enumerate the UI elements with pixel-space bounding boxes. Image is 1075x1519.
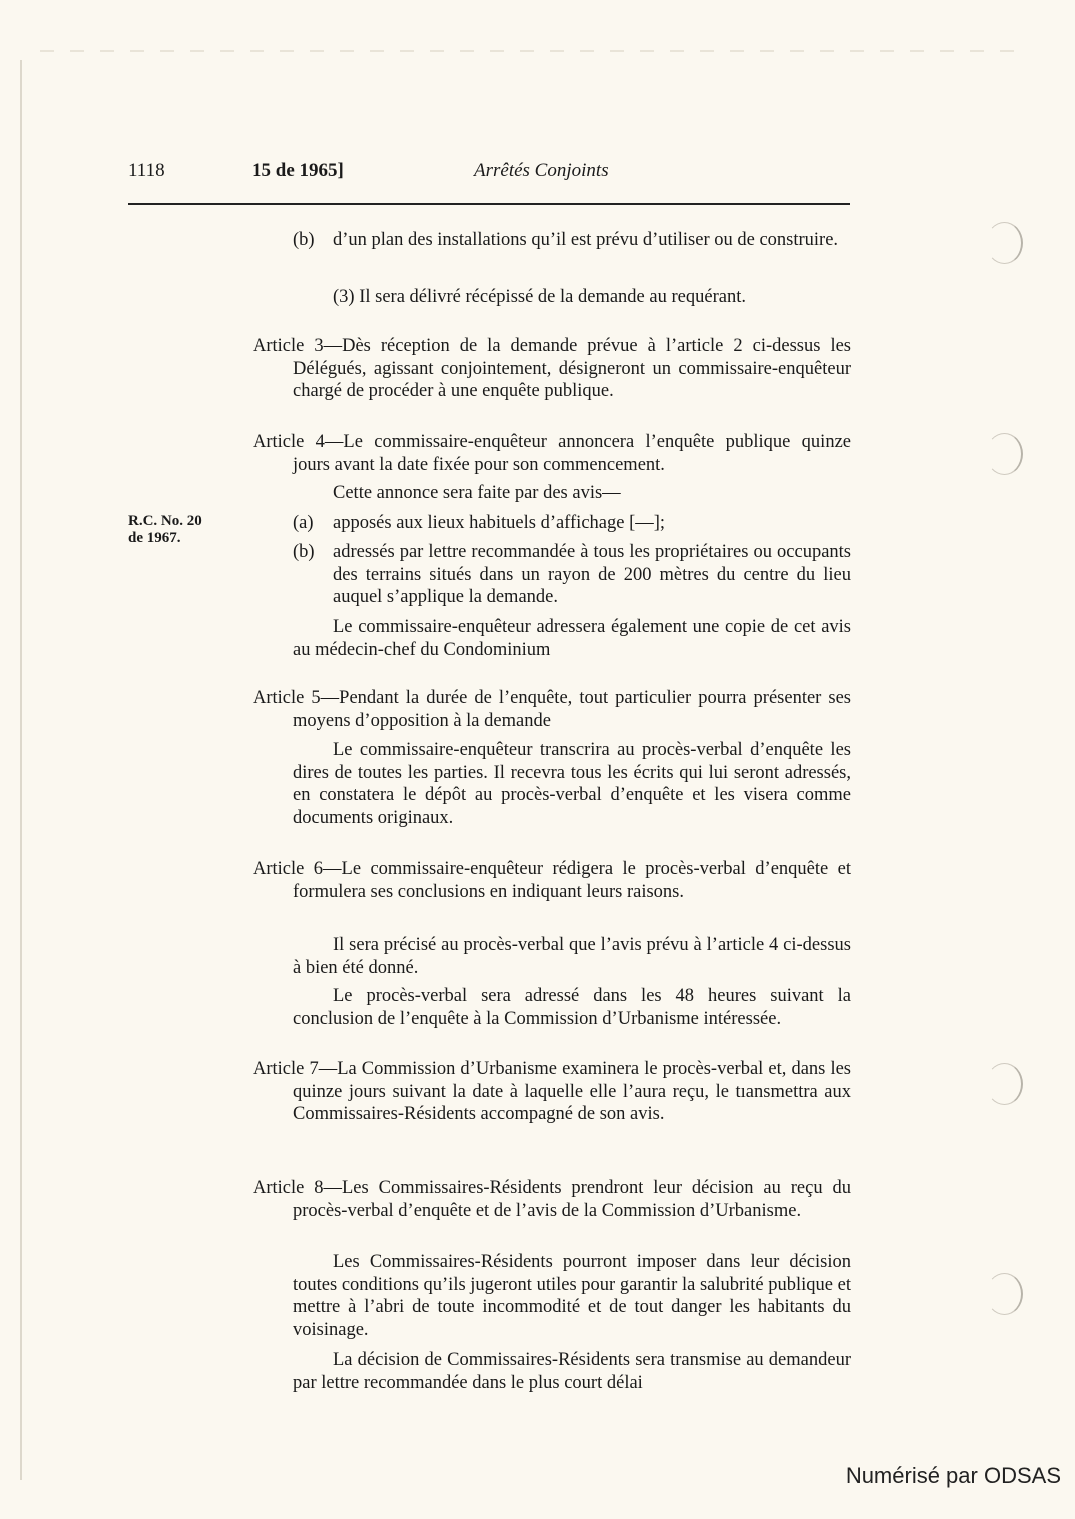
list-item-label: (a) (293, 513, 314, 533)
issue-reference: 15 de 1965] (252, 160, 344, 181)
scan-noise (40, 50, 1030, 52)
article-6-paragraph-2: Il sera précisé au procès-verbal que l’avis prévu à l’article 4 ci-dessus à bien été donné. (293, 935, 851, 978)
list-item-label: (b) (293, 230, 315, 250)
margin-note-line-1: R.C. No. 20 (128, 513, 202, 529)
article-4-intro: Cette annonce sera faite par des avis— (333, 483, 621, 503)
punch-hole (986, 1063, 1023, 1105)
article-5-paragraph-2: Le commissaire-enquêteur transcrira au procès-verbal d’enquête les dires de toutes les parties. Il recevra tous les écrits qui lui seront adressés, en constatera le dépôt au procès-verbal d’enquête et les visera comme documents originaux. (293, 740, 851, 828)
article-4-item-b (293, 541, 851, 609)
digitization-stamp: Numérisé par ODSAS (845, 1463, 1061, 1488)
article-8-paragraph-3: La décision de Commissaires-Résidents sera transmise au demandeur par lettre recommandée dans le plus court délai (293, 1350, 851, 1393)
list-item-b (293, 229, 851, 275)
page-header (128, 160, 850, 190)
page-number: 1118 (128, 160, 165, 181)
margin-note (128, 513, 202, 547)
article-5: Article 5—Pendant la durée de l’enquête, tout particulier pourra présenter ses moyens d’opposition à la demande (253, 688, 851, 731)
punch-hole (986, 433, 1023, 475)
article-8: Article 8—Les Commissaires-Résidents prendront leur décision au reçu du procès-verbal d’enquête et de l’avis de la Commission d’Urbanisme. (253, 1178, 851, 1221)
scan-edge (20, 60, 22, 1480)
punch-hole (986, 1273, 1023, 1315)
list-item-text: apposés aux lieux habituels d’affichage [—]; (333, 513, 666, 533)
article-6-paragraph-3: Le procès-verbal sera adressé dans les 48 heures suivant la conclusion de l’enquête à la Commission d’Urbanisme intéressée. (293, 986, 851, 1029)
header-rule (128, 203, 850, 205)
punch-hole (986, 222, 1023, 264)
article-6: Article 6—Le commissaire-enquêteur rédigera le procès-verbal d’enquête et formulera ses conclusions en indiquant leurs raisons. (253, 859, 851, 902)
running-title: Arrêtés Conjoints (474, 160, 609, 181)
list-item-text: adressés par lettre recommandée à tous les propriétaires ou occupants des terrains situés dans un rayon de 200 mètres du centre du lieu auquel s’applique la demande. (333, 542, 851, 607)
article-3: Article 3—Dès réception de la demande prévue à l’article 2 ci-dessus les Délégués, agissant conjointement, désigneront un commissaire-enquêteur chargé de procéder à une enquête publique. (253, 336, 851, 401)
article-4-paragraph-2: Le commissaire-enquêteur adressera également une copie de cet avis au médecin-chef du Condominium (293, 617, 851, 660)
article-4-item-a (293, 512, 851, 535)
list-item-label: (b) (293, 542, 315, 562)
margin-note-line-2: de 1967. (128, 530, 181, 546)
article-7: Article 7—La Commission d’Urbanisme examinera le procès-verbal et, dans les quinze jours suivant la date à laquelle elle l’aura reçu, le tıansmettra aux Commissaires-Résidents accompagné de son avis. (253, 1059, 851, 1124)
article-4: Article 4—Le commissaire-enquêteur annoncera l’enquête publique quinze jours avant la date fixée pour son commencement. (253, 432, 851, 475)
paragraph-3: (3) Il sera délivré récépissé de la demande au requérant. (333, 287, 746, 307)
list-item-text: d’un plan des installations qu’il est prévu d’utiliser ou de construire. (333, 230, 839, 250)
article-8-paragraph-2: Les Commissaires-Résidents pourront imposer dans leur décision toutes conditions qu’ils jugeront utiles pour garantir la salubrité publique et mettre à l’abri de toute incommodité et de tout danger les habitants du voisinage. (293, 1252, 851, 1340)
